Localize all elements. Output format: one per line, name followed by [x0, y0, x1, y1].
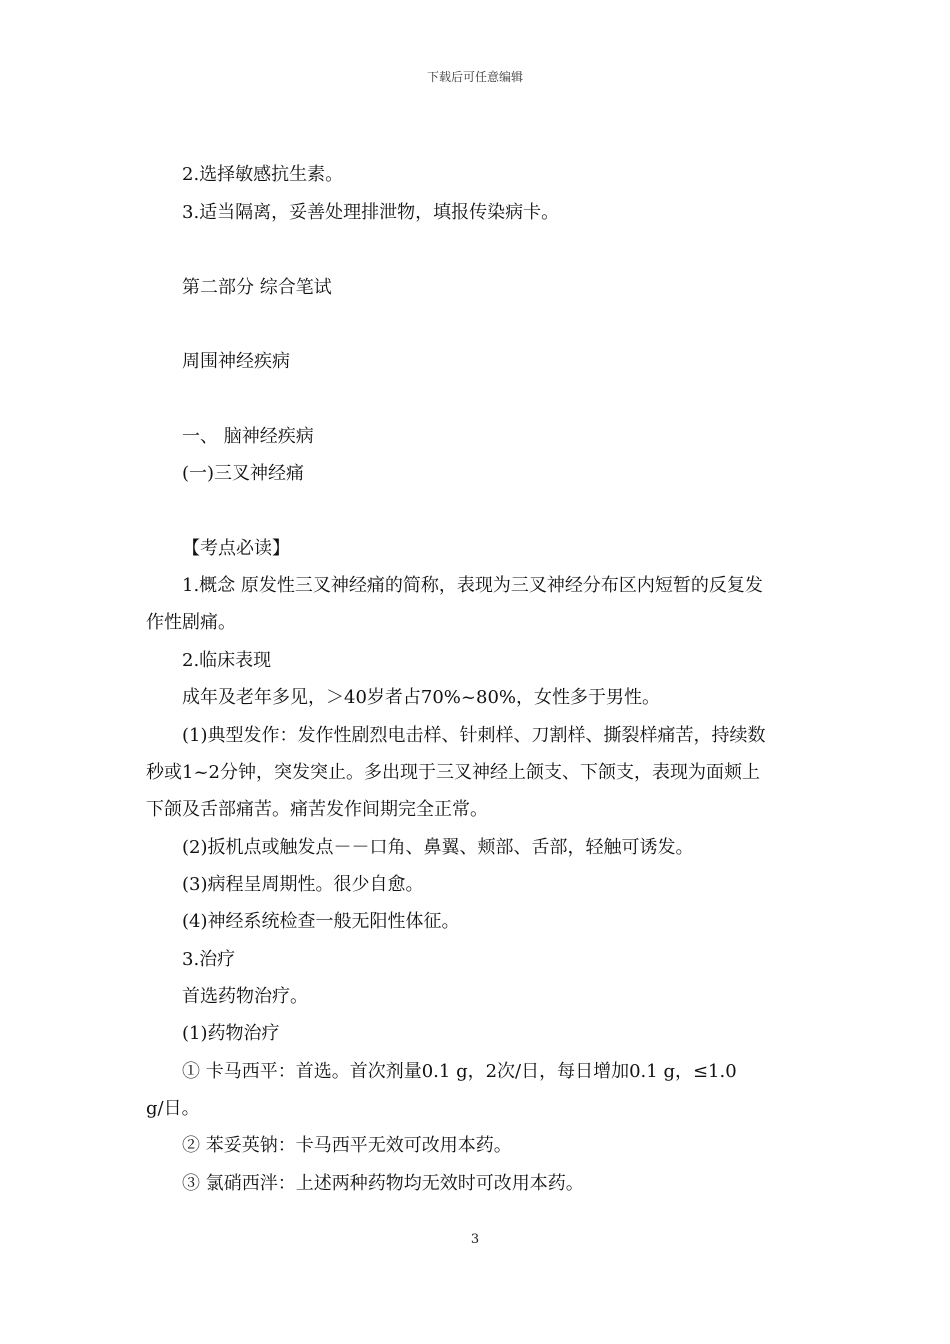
section-heading: 第二部分 综合笔试	[182, 277, 332, 298]
key-points-heading: 【考点必读】	[182, 538, 290, 559]
paragraph-line: (3)病程呈周期性。很少自愈。	[182, 874, 424, 895]
paragraph-line: 下颌及舌部痛苦。痛苦发作间期完全正常。	[146, 799, 488, 820]
subsection-heading: (一)三叉神经痛	[182, 463, 305, 484]
paragraph-line: ② 苯妥英钠：卡马西平无效可改用本药。	[182, 1135, 512, 1156]
paragraph-line: 作性剧痛。	[146, 612, 236, 633]
paragraph-line: 成年及老年多见，＞40岁者占70%~80%，女性多于男性。	[182, 687, 660, 708]
page-number: 3	[470, 1232, 480, 1247]
paragraph-line: 3.适当隔离，妥善处理排泄物，填报传染病卡。	[182, 202, 560, 223]
chapter-heading: 周围神经疾病	[182, 351, 290, 372]
paragraph-line: ① 卡马西平：首选。首次剂量0.1 g，2次/日，每日增加0.1 g，≤1.0	[182, 1061, 737, 1082]
paragraph-line: (1)药物治疗	[182, 1023, 280, 1044]
paragraph-line: ③ 氯硝西泮：上述两种药物均无效时可改用本药。	[182, 1173, 584, 1194]
paragraph-line: g/日。	[146, 1098, 200, 1119]
paragraph-line: 首选药物治疗。	[182, 986, 308, 1007]
paragraph-line: (4)神经系统检查一般无阳性体征。	[182, 911, 460, 932]
paragraph-line: 3.治疗	[182, 949, 236, 970]
subsection-heading: 一、 脑神经疾病	[182, 426, 314, 447]
page-header: 下载后可任意编辑	[426, 70, 523, 84]
paragraph-line: 2.选择敏感抗生素。	[182, 164, 344, 185]
paragraph-line: (2)扳机点或触发点－－口角、鼻翼、颊部、舌部，轻触可诱发。	[182, 837, 694, 858]
paragraph-line: 2.临床表现	[182, 650, 272, 671]
paragraph-line: (1)典型发作：发作性剧烈电击样、针刺样、刀割样、撕裂样痛苦，持续数	[182, 725, 766, 746]
paragraph-line: 1.概念 原发性三叉神经痛的简称，表现为三叉神经分布区内短暂的反复发	[182, 575, 763, 596]
paragraph-line: 秒或1~2分钟，突发突止。多出现于三叉神经上颌支、下颌支，表现为面颊上	[146, 762, 760, 783]
